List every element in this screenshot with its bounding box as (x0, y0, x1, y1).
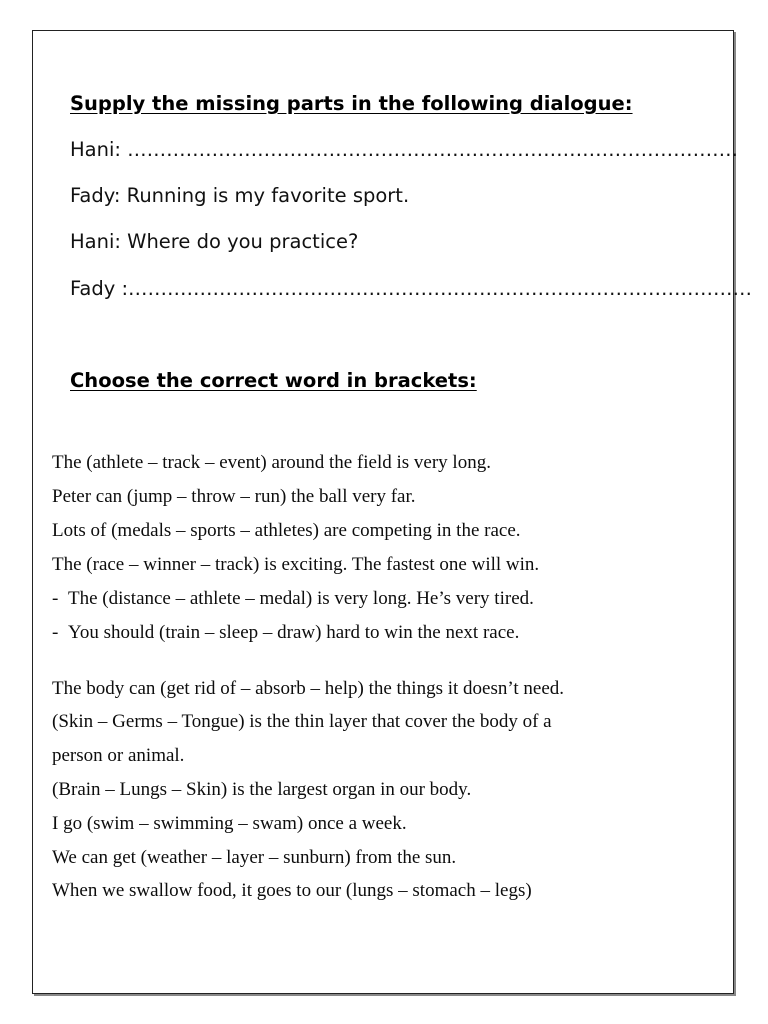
choose-sentence: Peter can (jump – throw – run) the ball very far. (52, 486, 416, 507)
dialogue-line-hani-2: Hani: Where do you practice? (70, 230, 359, 253)
bullet-dash: - (52, 622, 59, 643)
choose-sentence-bulleted (52, 622, 519, 644)
choose-sentence: I go (swim – swimming – swam) once a week. (52, 813, 407, 834)
bullet-dash: - (52, 588, 59, 609)
choose-sentence: The body can (get rid of – absorb – help) the things it doesn’t need. (52, 678, 564, 699)
choose-sentence: The (race – winner – track) is exciting. The fastest one will win. (52, 554, 540, 575)
dialogue-line-fady-2: Fady :…………………………………………………………………………………… (70, 277, 753, 300)
choose-sentence-text: You should (train – sleep – draw) hard to win the next race. (68, 622, 520, 643)
dialogue-line-hani-1: Hani: …………………………………………………………………………………. (70, 138, 738, 161)
choose-sentence: (Skin – Germs – Tongue) is the thin layer that cover the body of a (52, 711, 552, 732)
dialogue-line-fady-1: Fady: Running is my favorite sport. (70, 184, 410, 207)
dialogue-heading: Supply the missing parts in the following dialogue: (70, 92, 633, 115)
choose-sentence-bulleted (52, 588, 534, 610)
choose-sentence-continuation: person or animal. (52, 745, 185, 766)
choose-sentence: The (athlete – track – event) around the field is very long. (52, 452, 491, 473)
choose-sentence: (Brain – Lungs – Skin) is the largest organ in our body. (52, 779, 472, 800)
choose-sentence: We can get (weather – layer – sunburn) from the sun. (52, 847, 457, 868)
choose-sentence: When we swallow food, it goes to our (lungs – stomach – legs) (52, 880, 532, 901)
choose-heading: Choose the correct word in brackets: (70, 369, 477, 392)
choose-sentence: Lots of (medals – sports – athletes) are competing in the race. (52, 520, 521, 541)
choose-sentence-text: The (distance – athlete – medal) is very long. He’s very tired. (68, 588, 534, 609)
